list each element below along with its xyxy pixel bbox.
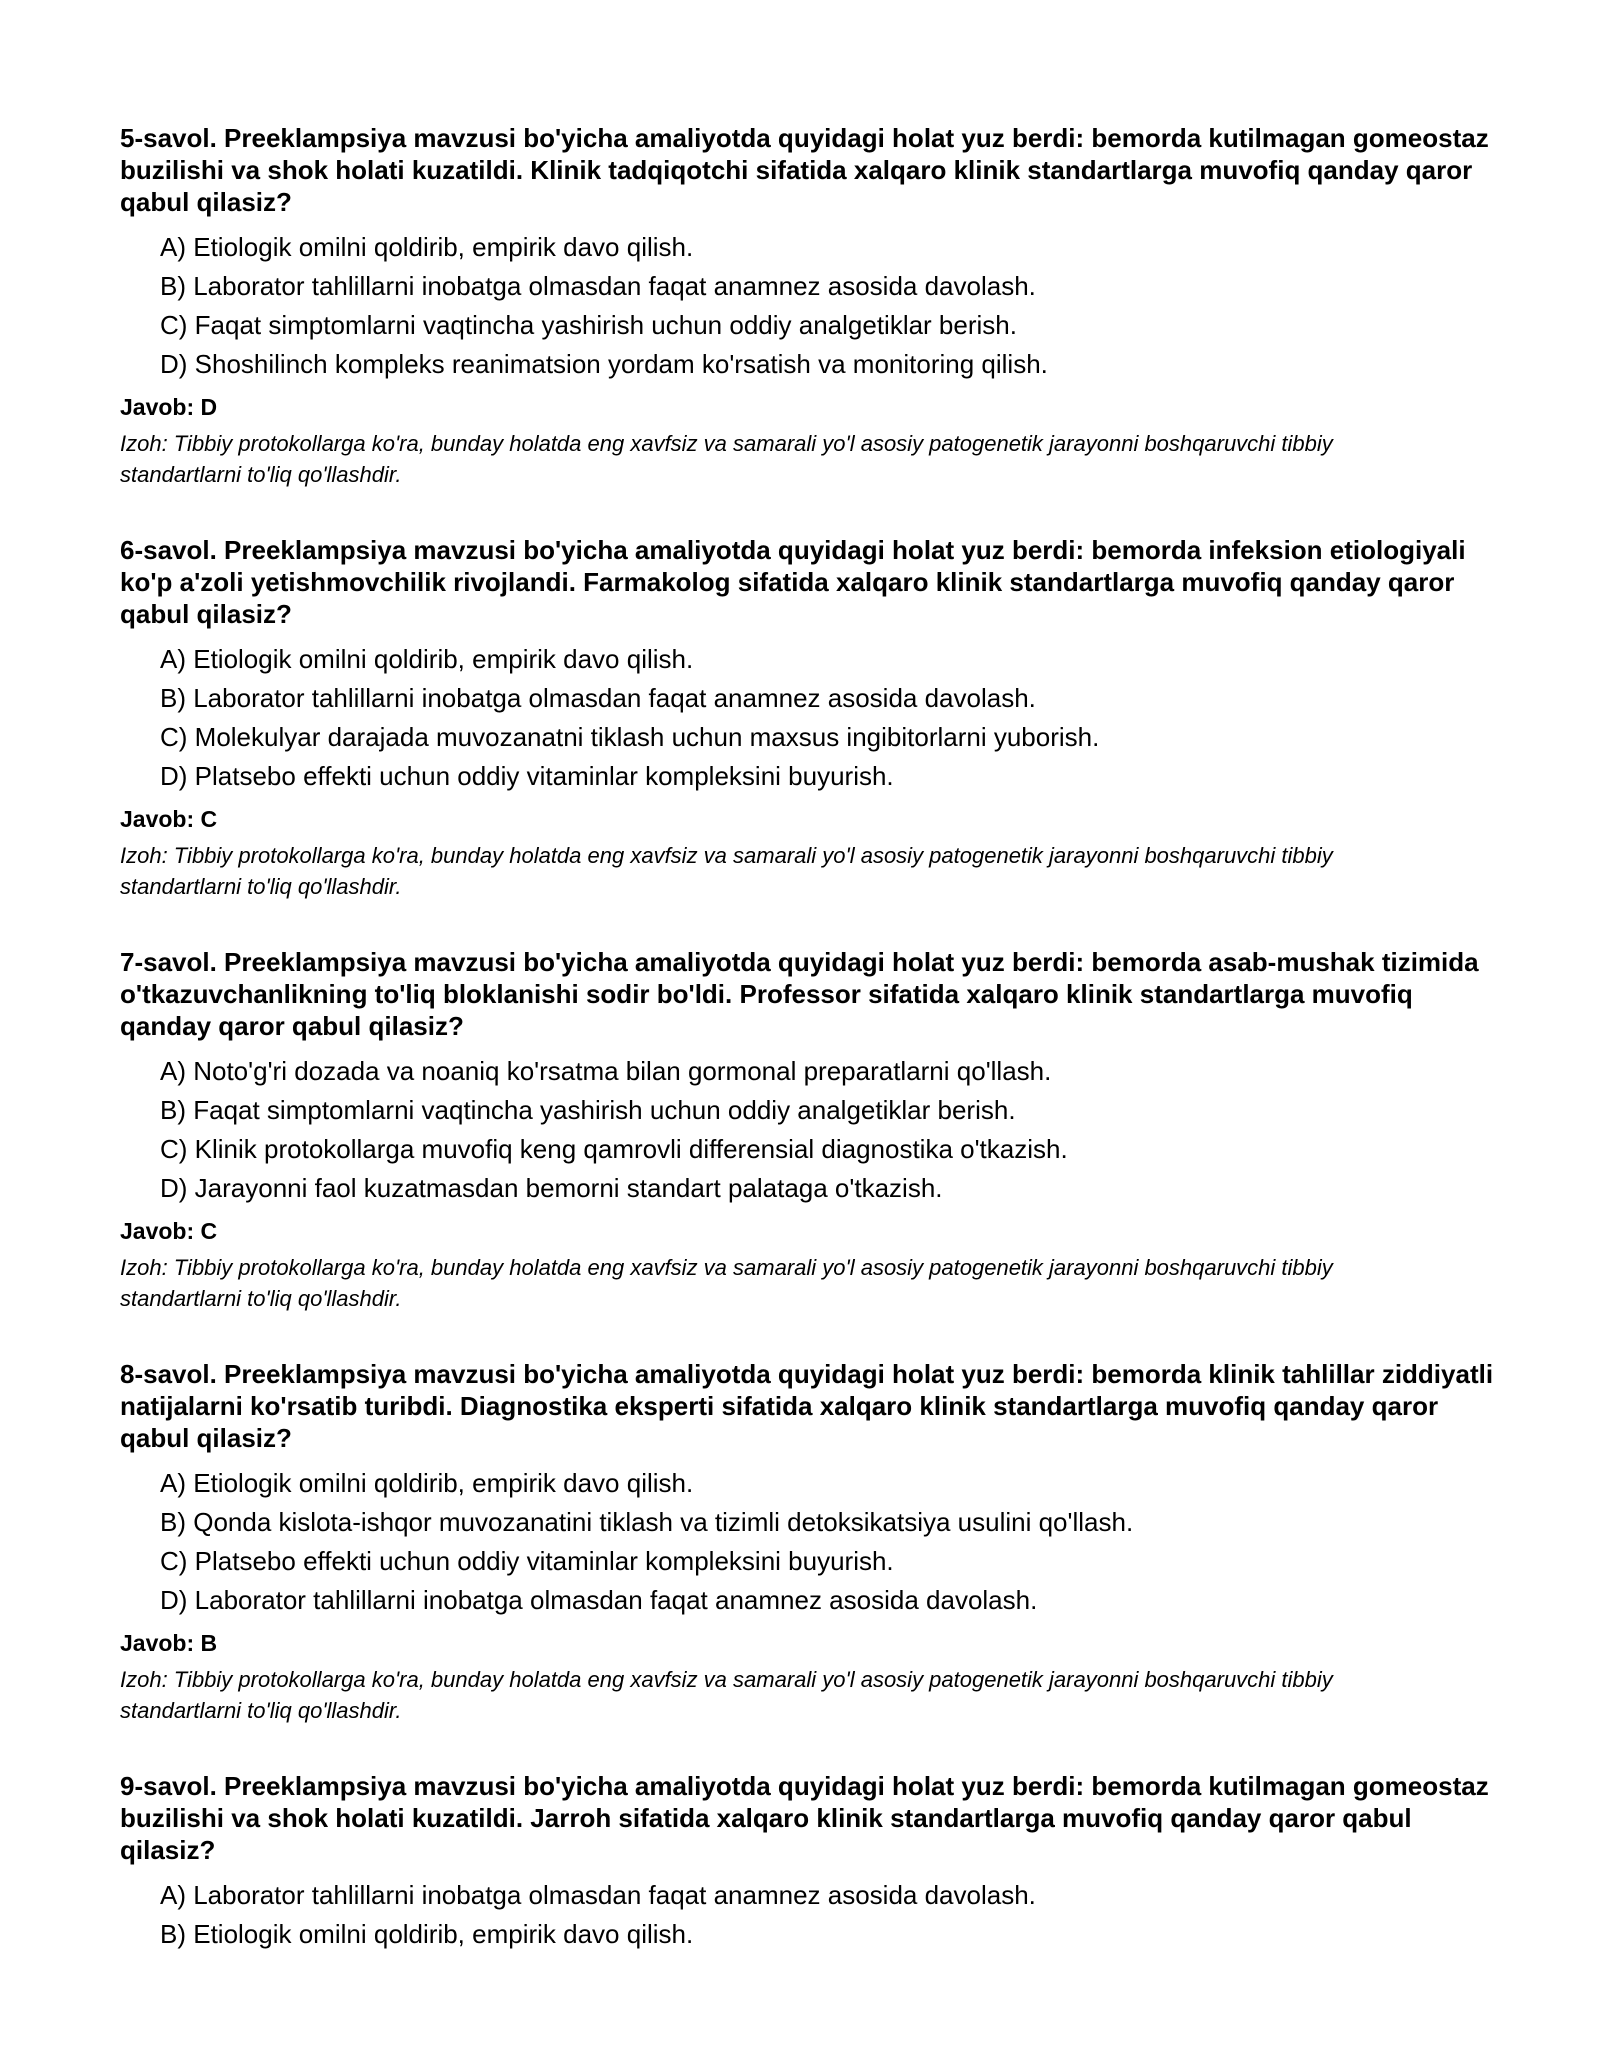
explanation-text: Izoh: Tibbiy protokollarga ko'ra, bunday holatda eng xavfsiz va samarali yo'l asosiy patogenetik jarayonni boshqaruvchi tibbiy standartlarni to'liq qo'llashdir. <box>120 1667 1333 1723</box>
document-page <box>120 122 1500 1998</box>
explanation-text: Izoh: Tibbiy protokollarga ko'ra, bunday holatda eng xavfsiz va samarali yo'l asosiy patogenetik jarayonni boshqaruvchi tibbiy standartlarni to'liq qo'llashdir. <box>120 431 1333 487</box>
answer-label: Javob: C <box>120 806 218 832</box>
question-title: 9-savol. Preeklampsiya mavzusi bo'yicha amaliyotda quyidagi holat yuz berdi: bemorda kutilmagan gomeostaz buzilishi va shok holati kuzatildi. Jarroh sifatida xalqaro klinik standartlarga muvofiq qanday qaror qabul qilasiz? <box>120 1771 1489 1865</box>
question-title: 7-savol. Preeklampsiya mavzusi bo'yicha amaliyotda quyidagi holat yuz berdi: bemorda asab-mushak tizimida o'tkazuvchanlikning to'liq bloklanishi sodir bo'ldi. Professor sifatida xalqaro klinik standartlarga muvofiq qanday qaror qabul qilasiz? <box>120 947 1479 1041</box>
option-b: B) Faqat simptomlarni vaqtincha yashirish uchun oddiy analgetiklar berish. <box>160 1095 1016 1125</box>
question-6 <box>120 534 1500 902</box>
option-a: A) Etiologik omilni qoldirib, empirik davo qilish. <box>160 1468 694 1498</box>
option-b: B) Qonda kislota-ishqor muvozanatini tiklash va tizimli detoksikatsiya usulini qo'llash. <box>160 1507 1134 1537</box>
question-title: 5-savol. Preeklampsiya mavzusi bo'yicha amaliyotda quyidagi holat yuz berdi: bemorda kutilmagan gomeostaz buzilishi va shok holati kuzatildi. Klinik tadqiqotchi sifatida xalqaro klinik standartlarga muvofiq qanday qaror qabul qilasiz? <box>120 123 1489 217</box>
option-a: A) Etiologik omilni qoldirib, empirik davo qilish. <box>160 644 694 674</box>
option-b: B) Etiologik omilni qoldirib, empirik davo qilish. <box>160 1919 694 1949</box>
explanation-text: Izoh: Tibbiy protokollarga ko'ra, bunday holatda eng xavfsiz va samarali yo'l asosiy patogenetik jarayonni boshqaruvchi tibbiy standartlarni to'liq qo'llashdir. <box>120 1255 1333 1311</box>
option-b: B) Laborator tahlillarni inobatga olmasdan faqat anamnez asosida davolash. <box>160 683 1036 713</box>
option-b: B) Laborator tahlillarni inobatga olmasdan faqat anamnez asosida davolash. <box>160 271 1036 301</box>
option-c: C) Faqat simptomlarni vaqtincha yashirish uchun oddiy analgetiklar berish. <box>160 310 1017 340</box>
option-a: A) Etiologik omilni qoldirib, empirik davo qilish. <box>160 232 694 262</box>
option-a: A) Noto'g'ri dozada va noaniq ko'rsatma bilan gormonal preparatlarni qo'llash. <box>160 1056 1052 1086</box>
option-d: D) Shoshilinch kompleks reanimatsion yordam ko'rsatish va monitoring qilish. <box>160 349 1048 379</box>
question-7 <box>120 946 1500 1314</box>
option-list <box>120 1876 1500 1954</box>
question-9 <box>120 1770 1500 1954</box>
question-8 <box>120 1358 1500 1726</box>
option-a: A) Laborator tahlillarni inobatga olmasdan faqat anamnez asosida davolash. <box>160 1880 1036 1910</box>
option-c: C) Platsebo effekti uchun oddiy vitaminlar kompleksini buyurish. <box>160 1546 894 1576</box>
answer-label: Javob: C <box>120 1218 218 1244</box>
answer-label: Javob: B <box>120 1630 218 1656</box>
option-list <box>120 1464 1500 1620</box>
option-d: D) Laborator tahlillarni inobatga olmasdan faqat anamnez asosida davolash. <box>160 1585 1038 1615</box>
question-title: 8-savol. Preeklampsiya mavzusi bo'yicha amaliyotda quyidagi holat yuz berdi: bemorda klinik tahlillar ziddiyatli natijalarni ko'rsatib turibdi. Diagnostika eksperti sifatida xalqaro klinik standartlarga muvofiq qanday qaror qabul qilasiz? <box>120 1359 1494 1453</box>
option-list <box>120 228 1500 384</box>
question-title: 6-savol. Preeklampsiya mavzusi bo'yicha amaliyotda quyidagi holat yuz berdi: bemorda infeksion etiologiyali ko'p a'zoli yetishmovchilik rivojlandi. Farmakolog sifatida xalqaro klinik standartlarga muvofiq qanday qaror qabul qilasiz? <box>120 535 1466 629</box>
option-list <box>120 640 1500 796</box>
option-c: C) Molekulyar darajada muvozanatni tiklash uchun maxsus ingibitorlarni yuborish. <box>160 722 1100 752</box>
option-d: D) Platsebo effekti uchun oddiy vitaminlar kompleksini buyurish. <box>160 761 894 791</box>
option-d: D) Jarayonni faol kuzatmasdan bemorni standart palataga o'tkazish. <box>160 1173 943 1203</box>
question-5 <box>120 122 1500 490</box>
option-c: C) Klinik protokollarga muvofiq keng qamrovli differensial diagnostika o'tkazish. <box>160 1134 1068 1164</box>
option-list <box>120 1052 1500 1208</box>
answer-label: Javob: D <box>120 394 218 420</box>
explanation-text: Izoh: Tibbiy protokollarga ko'ra, bunday holatda eng xavfsiz va samarali yo'l asosiy patogenetik jarayonni boshqaruvchi tibbiy standartlarni to'liq qo'llashdir. <box>120 843 1333 899</box>
